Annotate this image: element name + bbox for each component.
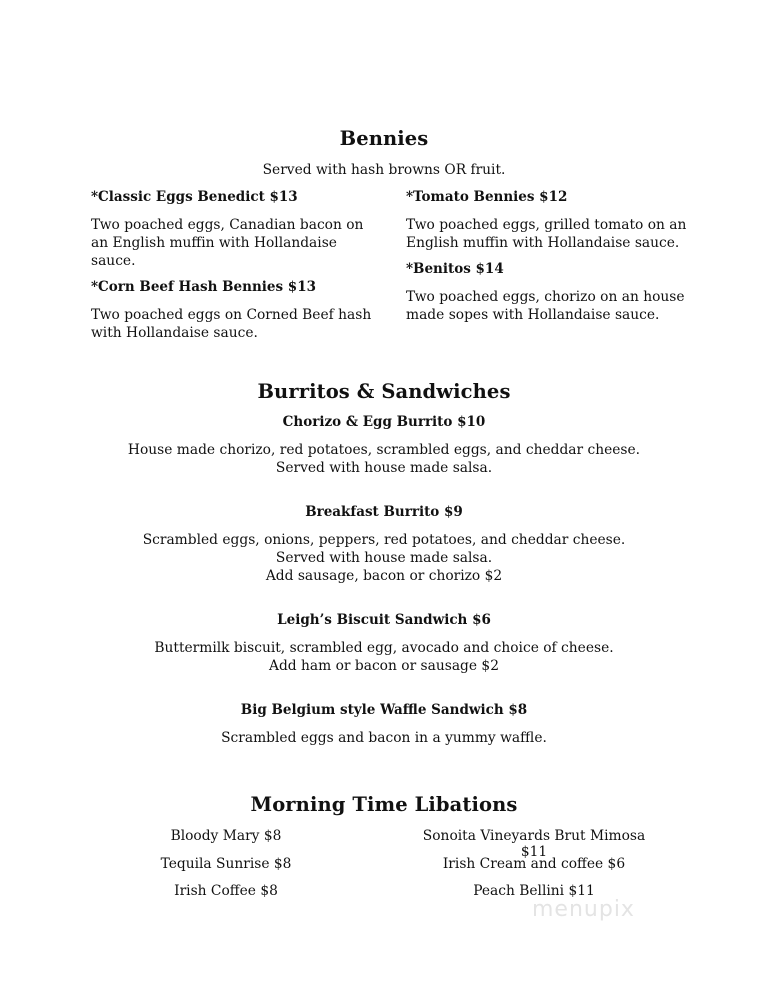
biscuit-sandwich-line-2: Add ham or bacon or sausage $2 xyxy=(269,658,499,674)
drink-tequila-sunrise: Tequila Sunrise $8 xyxy=(160,856,292,872)
classic-eggs-benedict-desc: Two poached eggs, Canadian bacon on an English muffin with Hollandaise sauce. xyxy=(91,217,364,269)
classic-eggs-benedict-name: *Classic Eggs Benedict $13 xyxy=(91,189,298,205)
drink-peach-bellini: Peach Bellini $11 xyxy=(473,883,595,899)
burritos-title: Burritos & Sandwiches xyxy=(257,380,511,403)
waffle-sandwich-name: Big Belgium style Waffle Sandwich $8 xyxy=(240,702,528,718)
biscuit-sandwich-line-1: Buttermilk biscuit, scrambled egg, avocado and choice of cheese. xyxy=(154,640,614,656)
libations-title: Morning Time Libations xyxy=(250,793,518,816)
chorizo-egg-burrito-line-2: Served with house made salsa. xyxy=(275,460,493,476)
waffle-sandwich-line-1: Scrambled eggs and bacon in a yummy waffle. xyxy=(221,730,547,746)
drink-brut-mimosa: Sonoita Vineyards Brut Mimosa $11 xyxy=(422,828,646,860)
breakfast-burrito-line-1: Scrambled eggs, onions, peppers, red potatoes, and cheddar cheese. xyxy=(142,532,626,548)
breakfast-burrito-line-3: Add sausage, bacon or chorizo $2 xyxy=(265,568,503,584)
benitos-desc: Two poached eggs, chorizo on an house made sopes with Hollandaise sauce. xyxy=(406,289,685,323)
bennies-title: Bennies xyxy=(339,127,429,150)
bennies-subtitle: Served with hash browns OR fruit. xyxy=(262,162,506,178)
tomato-bennies-name: *Tomato Bennies $12 xyxy=(406,189,568,205)
benitos-name: *Benitos $14 xyxy=(406,261,504,277)
menupix-watermark: menupix xyxy=(532,897,635,922)
breakfast-burrito-line-2: Served with house made salsa. xyxy=(275,550,493,566)
breakfast-burrito-name: Breakfast Burrito $9 xyxy=(305,504,463,520)
corn-beef-hash-bennies-name: *Corn Beef Hash Bennies $13 xyxy=(91,279,316,295)
drink-bloody-mary: Bloody Mary $8 xyxy=(170,828,282,844)
corn-beef-hash-bennies-desc: Two poached eggs on Corned Beef hash with Hollandaise sauce. xyxy=(91,307,372,341)
chorizo-egg-burrito-line-1: House made chorizo, red potatoes, scrambled eggs, and cheddar cheese. xyxy=(127,442,641,458)
drink-irish-cream-coffee: Irish Cream and coffee $6 xyxy=(442,856,626,872)
drink-irish-coffee: Irish Coffee $8 xyxy=(174,883,278,899)
tomato-bennies-desc: Two poached eggs, grilled tomato on an English muffin with Hollandaise sauce. xyxy=(406,217,687,251)
biscuit-sandwich-name: Leigh’s Biscuit Sandwich $6 xyxy=(277,612,491,628)
chorizo-egg-burrito-name: Chorizo & Egg Burrito $10 xyxy=(282,414,486,430)
